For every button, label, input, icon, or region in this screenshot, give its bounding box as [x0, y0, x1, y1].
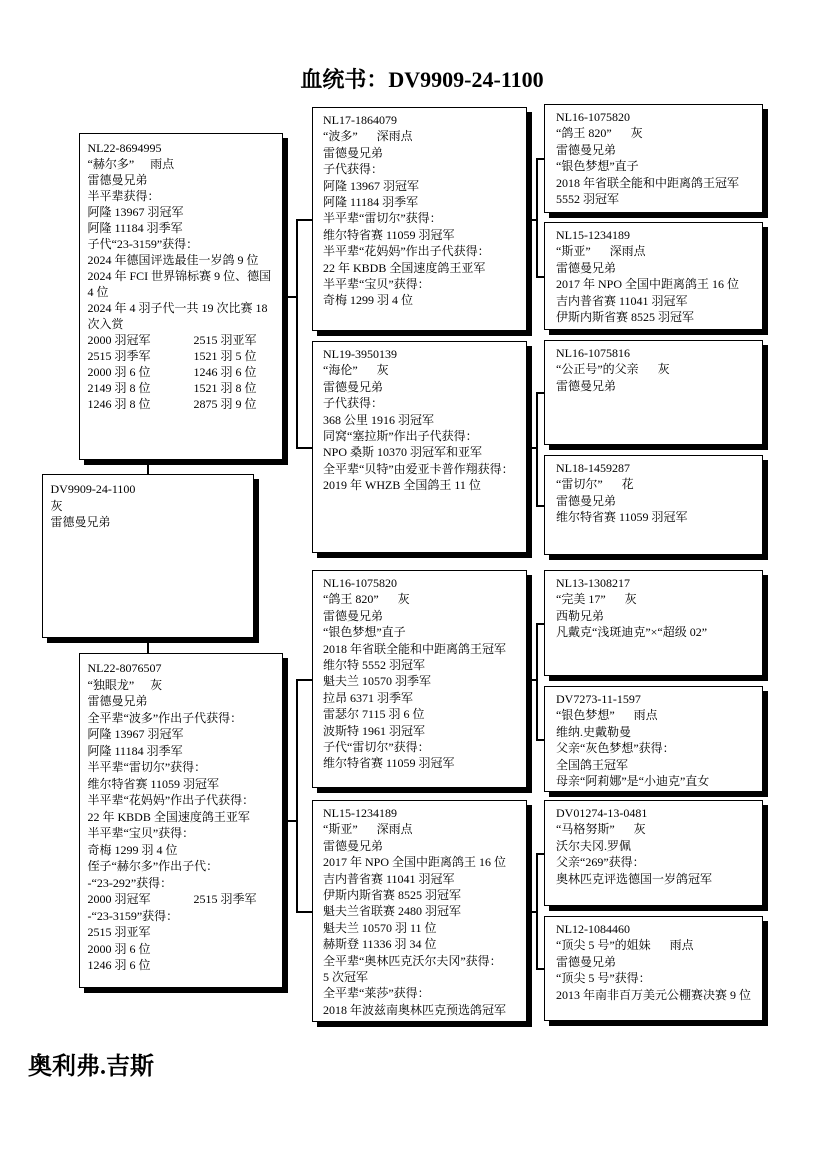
info-line: 赫斯登 11336 羽 34 位 — [323, 937, 437, 952]
result-left: 2000 羽冠军 — [87, 333, 151, 347]
name-line — [323, 591, 523, 607]
name-line — [556, 937, 759, 953]
pigeon-name: “马格努斯” — [556, 822, 615, 837]
result-left: 1246 羽 8 位 — [87, 397, 151, 411]
connector-line — [147, 643, 149, 653]
pigeon-color: 灰 — [633, 822, 646, 837]
info-line: “银色梦想”直子 — [556, 159, 639, 174]
info-line: 5552 羽冠军 — [556, 192, 620, 207]
name-line — [88, 156, 280, 172]
info-line: 2017 年 NPO 全国中距离鸽王 16 位 — [556, 277, 740, 292]
name-line — [323, 362, 523, 378]
info-line: 5 次冠军 — [323, 970, 369, 985]
info-line: 2019 年 WHZB 全国鸽王 11 位 — [323, 478, 481, 493]
info-line: 雷德曼兄弟 — [50, 515, 111, 529]
pedigree-box-dam-sire-dam — [544, 686, 763, 792]
info-line: 半平辈获得： — [87, 189, 160, 203]
info-line: 维尔特省赛 11059 羽冠军 — [87, 776, 220, 791]
info-line: 魁夫兰 10570 羽季军 — [323, 674, 432, 689]
connector-line — [296, 679, 312, 681]
connector-line — [147, 461, 149, 474]
info-line: 阿隆 11184 羽季军 — [323, 195, 419, 210]
info-line: -“23-292”获得： — [87, 875, 173, 890]
name-line — [556, 476, 759, 492]
connector-line — [536, 853, 544, 855]
info-line: 雷德曼兄弟 — [556, 954, 617, 969]
result-right: 2515 羽季军 — [193, 892, 257, 906]
info-line: 父亲“269”获得： — [556, 855, 645, 870]
info-line: 2017 年 NPO 全国中距离鸽王 16 位 — [323, 855, 507, 870]
info-line: 奇梅 1299 羽 4 位 — [323, 293, 414, 308]
result-right: 1246 羽 6 位 — [193, 365, 257, 379]
result-left: 2515 羽季军 — [87, 349, 151, 363]
pigeon-name: “顶尖 5 号”的姐妹 — [556, 938, 651, 953]
pedigree-box-dam — [79, 653, 283, 988]
info-line: 全平辈“波多”作出子代获得： — [87, 710, 243, 725]
info-line: 雷德曼兄弟 — [556, 142, 617, 157]
info-line: 维尔特 5552 羽冠军 — [323, 658, 426, 673]
info-line: 2018 年省联全能和中距离鸽王冠军 — [556, 175, 740, 190]
pigeon-name: “独眼龙” — [87, 677, 135, 692]
info-line: 维尔特省赛 11059 羽冠军 — [556, 510, 688, 525]
pigeon-color: 灰 — [630, 126, 643, 141]
pedigree-box-sire-sire-dam — [544, 222, 763, 330]
info-line: 雷德曼兄弟 — [323, 145, 384, 160]
name-line — [556, 361, 759, 377]
result-right: 2875 羽 9 位 — [193, 397, 257, 411]
pedigree-box-dam-dam-sire — [544, 800, 763, 906]
info-line: 阿隆 11184 羽季军 — [87, 743, 183, 758]
name-line — [323, 128, 523, 144]
info-line: “顶尖 5 号”获得： — [556, 971, 651, 986]
info-line: 伊斯内斯省赛 8525 羽冠军 — [323, 888, 462, 903]
pedigree-box-sire-sire-sire — [544, 104, 763, 213]
connector-line — [536, 158, 538, 278]
ring-number: NL13-1308217 — [556, 576, 630, 590]
info-line: 沃尔夫冈.罗佩 — [556, 838, 632, 853]
ring-number: NL17-1864079 — [323, 113, 397, 127]
pigeon-name: “完美 17” — [556, 592, 606, 607]
ring-number: NL18-1459287 — [556, 461, 630, 475]
result-row — [88, 348, 280, 364]
info-line: 凡戴克“浅斑迪克”×“超级 02” — [556, 625, 708, 640]
info-line: 侄子“赫尔多”作出子代： — [87, 859, 219, 873]
pigeon-name: “海伦” — [323, 363, 358, 378]
info-line: 波斯特 1961 羽冠军 — [323, 723, 426, 738]
pedigree-box-dam-sire-sire — [544, 570, 763, 676]
info-line: 1246 羽 6 位 — [87, 958, 151, 972]
result-row — [88, 891, 280, 908]
connector-line — [296, 219, 312, 221]
pedigree-box-sire — [79, 133, 283, 460]
ring-number: NL15-1234189 — [556, 228, 630, 242]
pigeon-color: 深雨点 — [376, 129, 413, 144]
pigeon-color: 雨点 — [669, 938, 694, 953]
info-line: 魁夫兰省联赛 2480 羽冠军 — [323, 904, 462, 919]
info-line: 魁夫兰 10570 羽 11 位 — [323, 920, 437, 935]
info-line: 灰 — [50, 498, 63, 513]
info-line: 阿隆 11184 羽季军 — [87, 221, 183, 235]
result-left: 2000 羽 6 位 — [87, 365, 151, 379]
ring-number: NL22-8076507 — [87, 661, 162, 675]
info-line: 维尔特省赛 11059 羽冠军 — [323, 227, 455, 242]
info-line: 22 年 KBDB 全国速度鸽王亚军 — [323, 260, 486, 275]
connector-line — [536, 158, 544, 160]
info-line: 阿隆 13967 羽冠军 — [87, 727, 184, 741]
ring-number: NL22-8694995 — [87, 141, 162, 155]
info-line: 半平辈“雷切尔”获得： — [323, 211, 442, 226]
info-line: 雷德曼兄弟 — [87, 694, 148, 708]
result-left: 2000 羽冠军 — [87, 892, 151, 906]
connector-line — [296, 911, 312, 913]
connector-line — [536, 505, 544, 507]
info-line: 2024 年 FCI 世界锦标赛 9 位、德国 4 位 — [87, 269, 272, 299]
info-line: 奇梅 1299 羽 4 位 — [87, 842, 178, 857]
ring-number: NL16-1075820 — [556, 110, 630, 124]
info-line: 雷德曼兄弟 — [87, 173, 148, 187]
ring-number: DV7273-11-1597 — [556, 692, 641, 706]
info-line: 368 公里 1916 羽冠军 — [323, 412, 435, 427]
connector-line — [536, 853, 538, 970]
info-line: 奥林匹克评选德国一岁鸽冠军 — [556, 871, 713, 886]
info-line: 雷德曼兄弟 — [323, 838, 384, 853]
info-line: 吉内普省赛 11041 羽冠军 — [556, 293, 688, 308]
result-row — [88, 332, 280, 348]
result-left: 2149 羽 8 位 — [87, 381, 151, 395]
ring-number: NL16-1075816 — [556, 346, 630, 360]
info-line: 22 年 KBDB 全国速度鸽王亚军 — [87, 809, 250, 824]
pigeon-color: 深雨点 — [376, 822, 413, 837]
page-title: 血统书：DV9909-24-1100 — [300, 67, 544, 92]
name-line — [556, 243, 759, 259]
pigeon-name: “银色梦想” — [556, 708, 615, 723]
name-line — [323, 821, 523, 837]
name-line — [556, 707, 759, 723]
info-line: NPO 桑斯 10370 羽冠军和亚军 — [323, 445, 483, 460]
author-signature: 奥利弗.吉斯 — [28, 1054, 154, 1080]
info-line: 雷德曼兄弟 — [323, 608, 384, 623]
info-line: 2024 年德国评选最佳一岁鸽 9 位 — [87, 253, 259, 267]
result-right: 1521 羽 5 位 — [193, 349, 257, 363]
info-line: “银色梦想”直子 — [323, 625, 406, 640]
info-line: 子代获得： — [323, 162, 384, 177]
info-line: 全国鸽王冠军 — [556, 757, 629, 772]
info-line: 全平辈“莱莎”获得： — [323, 986, 430, 1001]
name-line — [88, 677, 280, 694]
info-line: 2024 年 4 羽子代一共 19 次比赛 18 次入赏 — [87, 301, 268, 331]
info-line: 同窝“塞拉斯”作出子代获得： — [323, 429, 478, 444]
info-line: -“23-3159”获得： — [87, 908, 179, 923]
ring-number: NL16-1075820 — [323, 576, 397, 590]
pigeon-color: 灰 — [150, 677, 163, 692]
connector-line — [536, 739, 544, 741]
ring-number: DV01274-13-0481 — [556, 806, 648, 820]
pigeon-color: 雨点 — [633, 708, 658, 723]
pigeon-name: “鸽王 820” — [323, 592, 379, 607]
info-line: 拉昂 6371 羽季军 — [323, 690, 414, 705]
pedigree-box-sire-sire — [312, 107, 527, 331]
info-line: 半平辈“宝贝”获得： — [323, 277, 430, 292]
info-line: 半平辈“宝贝”获得： — [87, 826, 195, 840]
connector-line — [296, 447, 312, 449]
info-line: 母亲“阿莉娜”是“小迪克”直女 — [556, 774, 710, 789]
info-line: 半平辈“花妈妈”作出子代获得： — [87, 793, 255, 807]
name-line — [556, 821, 759, 837]
info-line: 2013 年南非百万美元公棚赛决赛 9 位 — [556, 987, 752, 1002]
result-right: 1521 羽 8 位 — [193, 381, 257, 395]
info-line: 2515 羽亚军 — [87, 925, 151, 939]
result-row — [88, 380, 280, 396]
info-line: 雷瑟尔 7115 羽 6 位 — [323, 707, 425, 722]
info-line: 全平辈“贝特”由爱亚卡普作翔获得： — [323, 461, 514, 476]
pigeon-color: 灰 — [657, 362, 670, 377]
result-right: 2515 羽亚军 — [193, 333, 257, 347]
pedigree-box-dam-dam-dam — [544, 916, 763, 1021]
info-line: 子代获得： — [323, 396, 384, 411]
pedigree-box-dam-sire — [312, 570, 527, 788]
pedigree-box-dam-dam — [312, 800, 527, 1022]
info-line: 2000 羽 6 位 — [87, 941, 151, 956]
ring-number: NL12-1084460 — [556, 922, 630, 936]
pigeon-name: “公正号”的父亲 — [556, 362, 639, 377]
pigeon-color: 灰 — [624, 592, 637, 607]
pigeon-name: “赫尔多” — [87, 157, 135, 171]
info-line: 维尔特省赛 11059 羽冠军 — [323, 756, 455, 771]
info-line: 伊斯内斯省赛 8525 羽冠军 — [556, 310, 695, 325]
info-line: 父亲“灰色梦想”获得： — [556, 741, 675, 756]
result-row — [88, 364, 280, 380]
info-line: 吉内普省赛 11041 羽冠军 — [323, 871, 455, 886]
info-line: 阿隆 13967 羽冠军 — [87, 205, 184, 219]
info-line: 雷德曼兄弟 — [323, 379, 384, 394]
pigeon-name: “斯亚” — [323, 822, 358, 837]
pigeon-name: “波多” — [323, 129, 358, 144]
info-line: 阿隆 13967 羽冠军 — [323, 178, 420, 193]
info-line: 2018 年波兹南奥林匹克预选鸽冠军 — [323, 1002, 507, 1017]
connector-line — [536, 623, 544, 625]
pigeon-name: “鸽王 820” — [556, 126, 612, 141]
info-line: 雷德曼兄弟 — [556, 493, 617, 508]
info-line: 雷德曼兄弟 — [556, 378, 617, 393]
info-line: 2018 年省联全能和中距离鸽王冠军 — [323, 641, 507, 656]
result-row — [88, 396, 280, 412]
pedigree-box-sire-dam-sire — [544, 340, 763, 445]
name-line — [556, 125, 759, 141]
info-line: 维纳.史戴勒曼 — [556, 724, 632, 739]
pigeon-color: 灰 — [397, 592, 410, 607]
pigeon-color: 灰 — [376, 363, 389, 378]
pigeon-name: “斯亚” — [556, 244, 591, 259]
info-line: 子代“雷切尔”获得： — [323, 740, 430, 755]
info-line: 全平辈“奥林匹克沃尔夫冈”获得： — [323, 953, 502, 968]
info-line: 子代“23-3159”获得： — [87, 237, 199, 251]
ring-number: DV9909-24-1100 — [50, 482, 136, 496]
pigeon-name: “雷切尔” — [556, 477, 603, 492]
pedigree-box-sire-dam — [312, 341, 527, 553]
pedigree-box-sire-dam-dam — [544, 455, 763, 555]
info-line: 半平辈“花妈妈”作出子代获得： — [323, 244, 490, 259]
pigeon-color: 花 — [621, 477, 634, 492]
pedigree-box-subject — [42, 474, 254, 638]
connector-line — [536, 392, 544, 394]
ring-number: NL19-3950139 — [323, 347, 397, 361]
connector-line — [296, 679, 298, 913]
name-line — [556, 591, 759, 607]
connector-line — [536, 276, 544, 278]
pigeon-color: 深雨点 — [609, 244, 646, 259]
info-line: 半平辈“雷切尔”获得： — [87, 760, 207, 774]
connector-line — [296, 219, 298, 449]
pigeon-color: 雨点 — [150, 157, 175, 171]
ring-number: NL15-1234189 — [323, 806, 397, 820]
info-line: 西勒兄弟 — [556, 608, 605, 623]
connector-line — [536, 968, 544, 970]
info-line: 雷德曼兄弟 — [556, 260, 617, 275]
connector-line — [536, 623, 538, 741]
connector-line — [536, 392, 538, 507]
